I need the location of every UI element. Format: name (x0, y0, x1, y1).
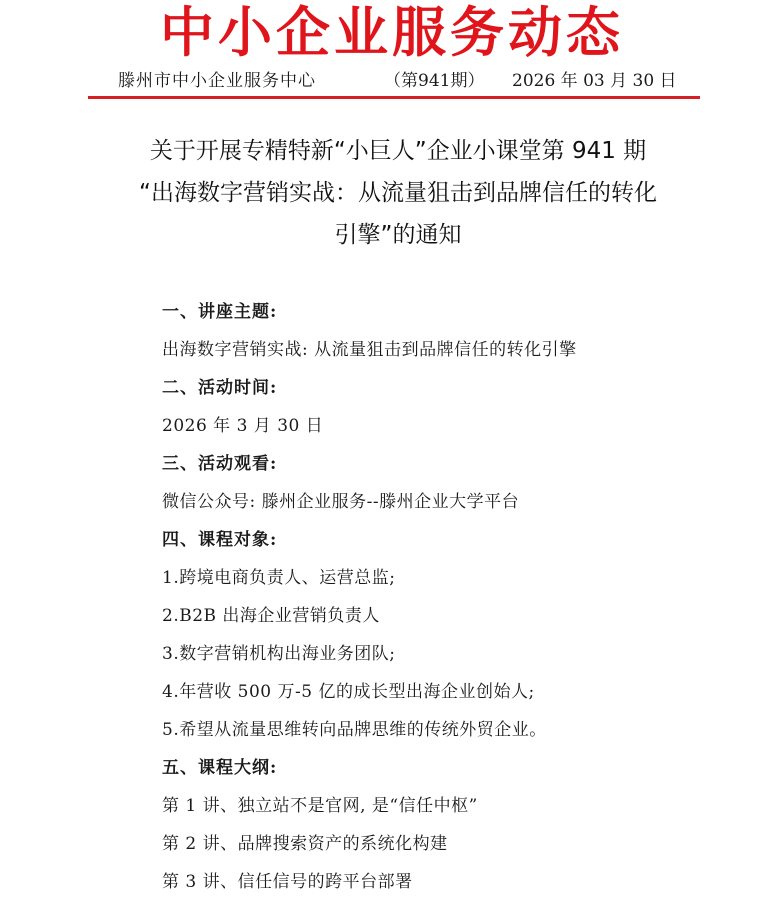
notice-title-line: 引擎”的通知 (334, 222, 462, 248)
section-text: 微信公众号: 滕州企业服务--滕州企业大学平台 (162, 492, 520, 512)
issue-date: 2026 年 03 月 30 日 (512, 71, 677, 91)
notice-title-line: 关于开展专精特新“小巨人”企业小课堂第 941 期 (149, 138, 647, 164)
masthead (0, 0, 784, 102)
masthead-subline (0, 64, 784, 90)
audience-item: 2.B2B 出海企业营销负责人 (162, 606, 380, 626)
outline-item: 第 1 讲、独立站不是官网, 是“信任中枢” (162, 796, 478, 816)
section-heading: 四、课程对象: (162, 530, 278, 550)
section-heading: 五、课程大纲: (162, 758, 278, 778)
section-heading: 一、讲座主题: (162, 302, 278, 322)
section-heading: 二、活动时间: (162, 378, 278, 398)
notice-body (162, 296, 762, 904)
masthead-divider (88, 96, 700, 99)
section-text: 2026 年 3 月 30 日 (162, 416, 324, 436)
section-text: 出海数字营销实战: 从流量狙击到品牌信任的转化引擎 (162, 340, 577, 360)
notice-title (118, 130, 678, 256)
audience-item: 3.数字营销机构出海业务团队; (162, 644, 396, 664)
audience-item: 5.希望从流量思维转向品牌思维的传统外贸企业。 (162, 720, 547, 740)
masthead-title: 中小企业服务动态 (160, 1, 624, 64)
outline-item: 第 3 讲、信任信号的跨平台部署 (162, 872, 413, 892)
issuing-organization: 滕州市中小企业服务中心 (118, 71, 316, 91)
audience-item: 1.跨境电商负责人、运营总监; (162, 568, 396, 588)
section-heading: 三、活动观看: (162, 454, 278, 474)
notice-title-line: “出海数字营销实战：从流量狙击到品牌信任的转化 (139, 180, 657, 206)
issue-number: （第941期） (384, 71, 485, 91)
audience-item: 4.年营收 500 万-5 亿的成长型出海企业创始人; (162, 682, 535, 702)
outline-item: 第 2 讲、品牌搜索资产的系统化构建 (162, 834, 448, 854)
